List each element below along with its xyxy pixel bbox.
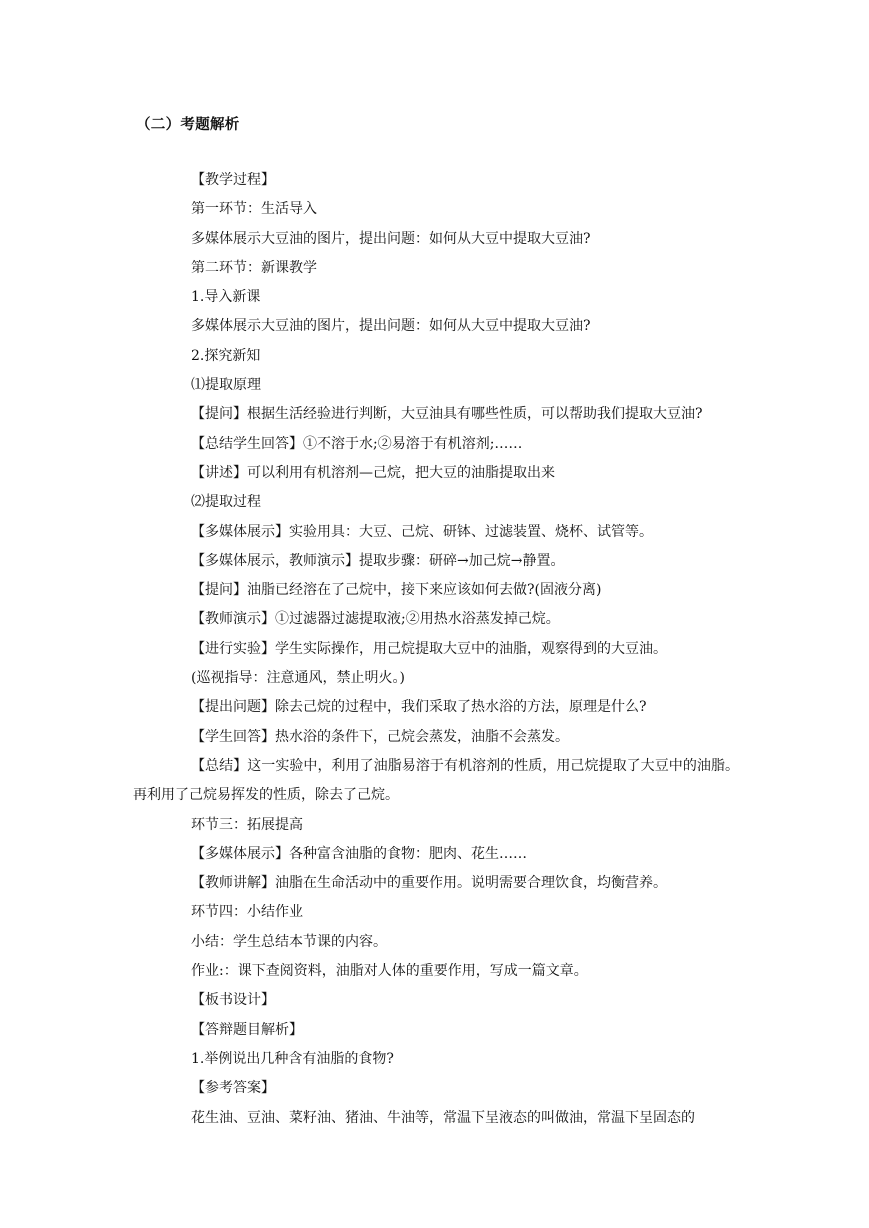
paragraph-stage-4: 环节四：小结作业 <box>191 904 303 921</box>
paragraph-stage-2: 第二环节：新课教学 <box>191 259 317 276</box>
paragraph: 【提出问题】除去己烷的过程中，我们采取了热水浴的方法，原理是什么? <box>191 699 647 716</box>
paragraph: 【提问】油脂已经溶在了己烷中，接下来应该如何去做?(固液分离) <box>191 582 602 599</box>
heading-reference-answer: 【参考答案】 <box>191 1080 275 1097</box>
paragraph-stage-1: 第一环节：生活导入 <box>191 201 317 218</box>
paragraph: (巡视指导：注意通风，禁止明火。) <box>191 670 405 687</box>
paragraph: 【讲述】可以利用有机溶剂—己烷，把大豆的油脂提取出来 <box>191 464 555 481</box>
paragraph: 【多媒体展示】实验用具：大豆、己烷、研钵、过滤装置、烧杯、试管等。 <box>191 523 653 540</box>
paragraph: 【学生回答】热水浴的条件下，己烷会蒸发，油脂不会蒸发。 <box>191 728 569 745</box>
paragraph: 多媒体展示大豆油的图片，提出问题：如何从大豆中提取大豆油? <box>191 230 591 247</box>
paragraph: 【教师演示】①过滤器过滤提取液;②用热水浴蒸发掉己烷。 <box>191 611 560 628</box>
paragraph: ⑵提取过程 <box>191 494 261 511</box>
section-heading: （二）考题解析 <box>136 116 240 133</box>
paragraph: 【多媒体展示】各种富含油脂的食物：肥肉、花生…… <box>191 845 527 862</box>
paragraph: 1.导入新课 <box>191 289 261 306</box>
paragraph: 【教师讲解】油脂在生命活动中的重要作用。说明需要合理饮食，均衡营养。 <box>191 875 667 892</box>
question: 1.举例说出几种含有油脂的食物? <box>191 1050 394 1067</box>
paragraph: 作业:：课下查阅资料，油脂对人体的重要作用，写成一篇文章。 <box>191 963 588 980</box>
answer-text: 花生油、豆油、菜籽油、猪油、牛油等，常温下呈液态的叫做油，常温下呈固态的 <box>191 1109 695 1126</box>
heading-teaching-process: 【教学过程】 <box>191 172 275 188</box>
paragraph: 【提问】根据生活经验进行判断，大豆油具有哪些性质，可以帮助我们提取大豆油? <box>191 406 703 423</box>
paragraph: 【总结学生回答】①不溶于水;②易溶于有机溶剂;…… <box>191 435 523 452</box>
heading-defense-questions: 【答辩题目解析】 <box>191 1021 303 1038</box>
paragraph: 【进行实验】学生实际操作，用己烷提取大豆中的油脂，观察得到的大豆油。 <box>191 640 667 657</box>
document-body <box>133 166 739 1133</box>
paragraph: 【多媒体展示，教师演示】提取步骤：研碎→加己烷→静置。 <box>191 552 565 569</box>
paragraph: 多媒体展示大豆油的图片，提出问题：如何从大豆中提取大豆油? <box>191 318 591 335</box>
paragraph: 2.探究新知 <box>191 347 261 364</box>
paragraph: 小结：学生总结本节课的内容。 <box>191 933 387 950</box>
heading-board-design: 【板书设计】 <box>191 992 275 1009</box>
paragraph-stage-3: 环节三：拓展提高 <box>191 816 303 833</box>
paragraph-summary: 【总结】这一实验中，利用了油脂易溶于有机溶剂的性质，用己烷提取了大豆中的油脂。再利用了己烷易挥发的性质，除去了己烷。 <box>133 757 739 804</box>
paragraph: ⑴提取原理 <box>191 377 261 394</box>
